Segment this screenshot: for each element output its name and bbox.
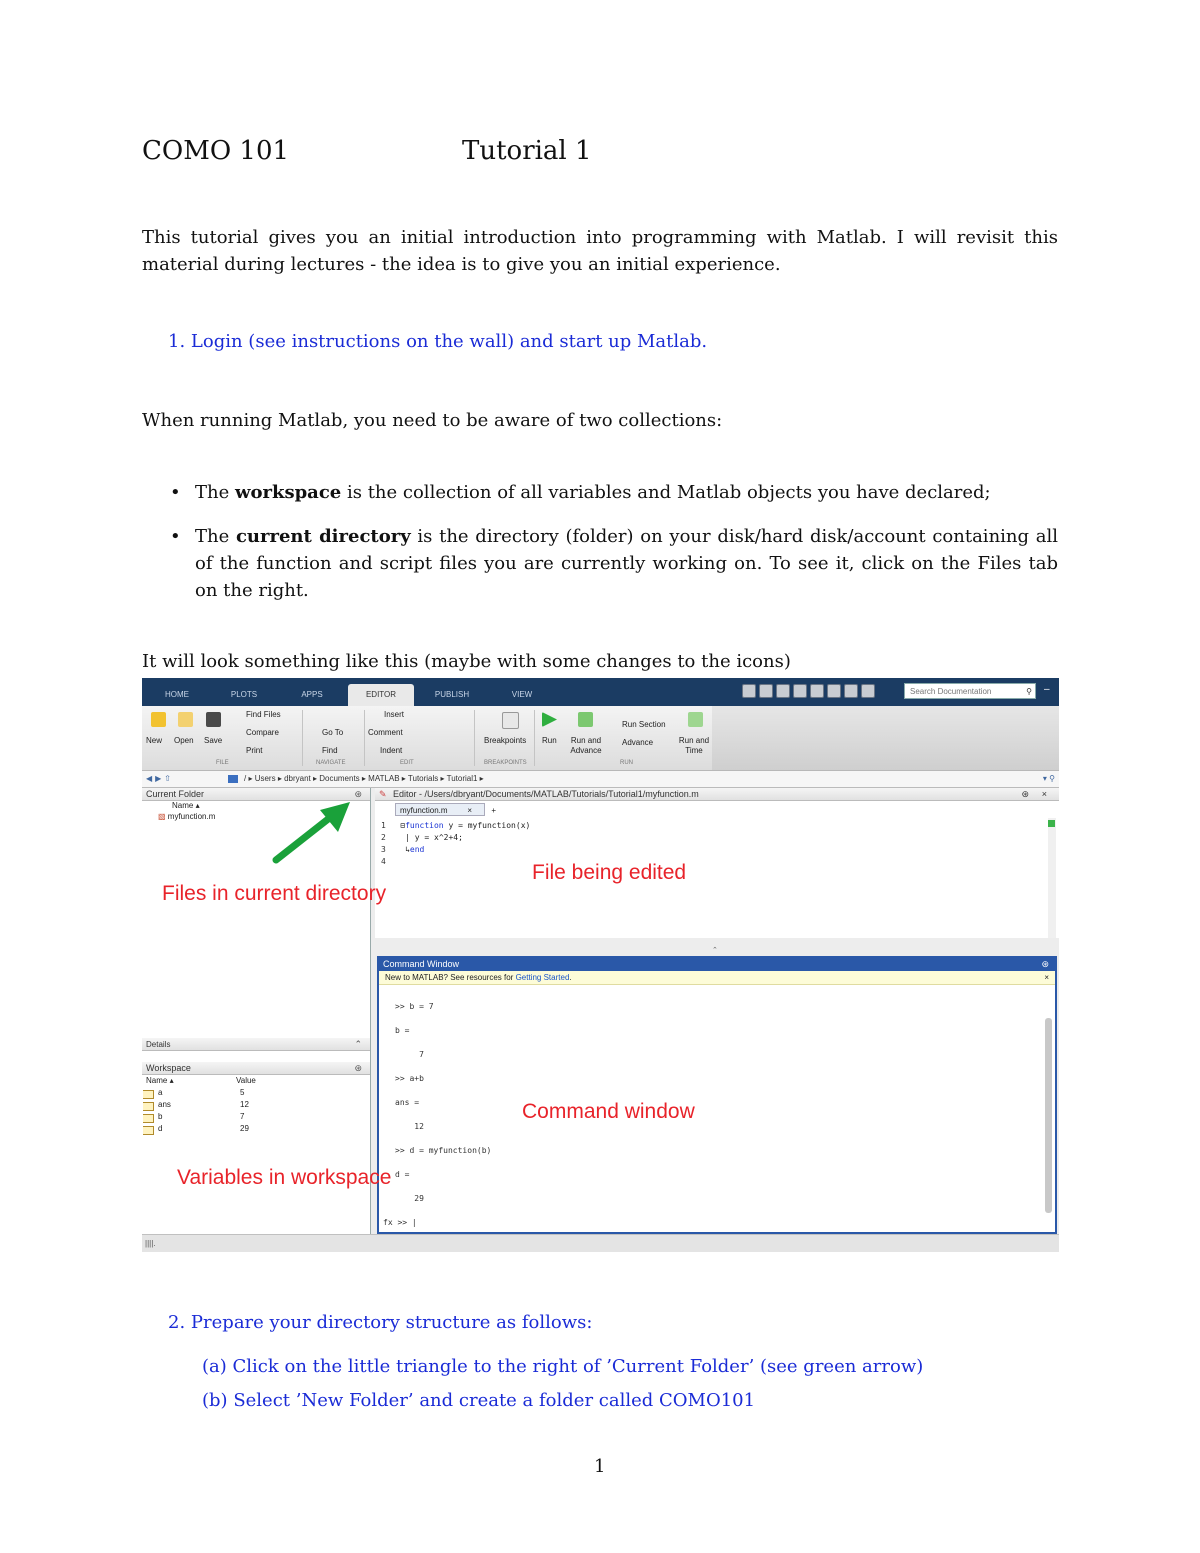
ribbon-separator — [302, 710, 303, 766]
workspace-actions-icon[interactable]: ⊛ — [354, 1063, 362, 1073]
breakpoints-button[interactable]: Breakpoints — [484, 736, 527, 745]
code-text: y = myfunction(x) — [443, 821, 531, 830]
group-breakpoints-label: BREAKPOINTS — [484, 760, 527, 766]
notice-text: New to MATLAB? See resources for — [385, 973, 516, 982]
code-line[interactable]: 1 ⊟function y = myfunction(x) — [381, 821, 531, 830]
tutorial-title: Tutorial 1 — [462, 136, 592, 166]
page-number: 1 — [594, 1456, 606, 1477]
details-label: Details — [146, 1040, 171, 1049]
command-line: 7 — [395, 1050, 424, 1059]
variable-icon — [143, 1114, 154, 1123]
green-arrow-icon — [266, 796, 356, 868]
breakpoints-icon[interactable] — [502, 712, 519, 729]
switch-windows-icon[interactable] — [844, 684, 858, 698]
course-code: COMO 101 — [142, 136, 290, 166]
help-icon[interactable] — [861, 684, 875, 698]
paste-icon[interactable] — [793, 684, 807, 698]
step-1-number: 1. — [168, 331, 186, 352]
command-prompt[interactable]: fx >> | — [383, 1218, 417, 1227]
open-button[interactable]: Open — [174, 736, 194, 745]
search-placeholder: Search Documentation — [910, 687, 992, 696]
editor-title: Editor - /Users/dbryant/Documents/MATLAB/Tutorials/Tutorial1/myfunction.m — [393, 789, 699, 799]
ribbon — [142, 706, 1059, 771]
new-button[interactable]: New — [146, 736, 163, 745]
variable-icon — [143, 1090, 154, 1099]
figure-intro: It will look something like this (maybe with some changes to the icons) — [142, 651, 791, 672]
navigation-arrows-icon[interactable]: ◀▶⇧ — [146, 774, 175, 783]
ribbon-separator — [474, 710, 475, 766]
chevron-up-icon[interactable]: ⌃ — [354, 1039, 362, 1049]
editor-icon: ✎ — [379, 789, 387, 799]
tab-plots[interactable]: PLOTS — [230, 690, 258, 699]
details-header[interactable] — [142, 1038, 370, 1051]
var-name: ans — [158, 1100, 171, 1109]
add-tab-icon[interactable]: + — [491, 806, 496, 815]
collections-intro: When running Matlab, you need to be aware of two collections: — [142, 410, 723, 431]
command-window-header — [379, 958, 1055, 971]
bullet-term: workspace — [234, 482, 342, 503]
command-window[interactable] — [377, 956, 1057, 1234]
tab-publish[interactable]: PUBLISH — [434, 690, 470, 699]
cut-icon[interactable] — [759, 684, 773, 698]
ribbon-empty-area — [712, 706, 1059, 770]
editor-panel — [375, 788, 1059, 938]
command-line: >> a+b — [395, 1074, 424, 1083]
step-2a — [202, 1353, 923, 1380]
step-2b — [202, 1387, 755, 1414]
comment-button[interactable]: Comment — [368, 728, 403, 737]
step-1-text: Login (see instructions on the wall) and start up Matlab. — [190, 331, 708, 352]
run-and-advance-button[interactable]: Run and Advance — [570, 736, 602, 755]
tab-apps[interactable]: APPS — [301, 690, 323, 699]
breadcrumb-item[interactable]: / — [244, 774, 247, 783]
annotation-command: Command window — [522, 1100, 695, 1123]
annotation-variables: Variables in workspace — [177, 1166, 392, 1189]
run-and-time-icon[interactable] — [688, 712, 703, 727]
workspace-header — [142, 1062, 370, 1075]
run-section-button[interactable]: Run Section — [622, 720, 666, 729]
code-keyword: function — [405, 821, 444, 830]
editor-file-tab[interactable] — [395, 803, 496, 816]
bullet-item — [170, 479, 1058, 506]
command-line: 12 — [395, 1122, 424, 1131]
command-line: >> b = 7 — [395, 1002, 434, 1011]
intro-paragraph: This tutorial gives you an initial introduction into programming with Matlab. I will revisit this material during lectures - the idea is to give you an initial experience. — [142, 227, 1058, 275]
line-number: 4 — [381, 857, 386, 866]
var-name: d — [158, 1124, 163, 1133]
line-number: 3 — [381, 845, 386, 854]
open-icon[interactable] — [178, 712, 193, 727]
indent-button[interactable]: Indent — [380, 746, 403, 755]
command-line: ans = — [395, 1098, 420, 1107]
file-name: myfunction.m — [167, 812, 216, 821]
ribbon-separator — [364, 710, 365, 766]
var-name: a — [158, 1088, 163, 1097]
run-icon[interactable] — [542, 712, 557, 727]
status-grip-icon: ||||. — [145, 1239, 156, 1248]
m-file-icon: ▧ — [158, 812, 166, 821]
breadcrumb-item[interactable]: Tutorials — [407, 774, 439, 783]
undo-icon[interactable] — [810, 684, 824, 698]
run-and-advance-icon[interactable] — [578, 712, 593, 727]
line-number: 1 — [381, 821, 386, 830]
var-value: 7 — [240, 1112, 245, 1121]
find-button[interactable]: Find — [322, 746, 338, 755]
compare-button[interactable]: Compare — [246, 728, 279, 737]
bullet-dot-icon: • — [170, 482, 181, 503]
tab-home[interactable]: HOME — [165, 690, 189, 699]
annotation-editing: File being edited — [532, 861, 687, 884]
bullet-post: is the collection of all variables and Matlab objects you have declared; — [341, 482, 991, 503]
var-value: 29 — [240, 1124, 249, 1133]
search-icon: ⚲ — [1026, 687, 1032, 696]
group-file-label: FILE — [216, 760, 229, 766]
save-button[interactable]: Save — [204, 736, 223, 745]
editor-scrollbar[interactable] — [1048, 818, 1056, 938]
bullet-pre: The — [195, 526, 236, 547]
run-and-time-button[interactable]: Run and Time — [678, 736, 710, 755]
breadcrumb-item[interactable]: Users — [254, 774, 276, 783]
sub-text: Click on the little triangle to the right of ’Current Folder’ (see green arrow) — [232, 1356, 924, 1377]
current-folder-actions-icon[interactable]: ⊛ — [354, 789, 362, 799]
breadcrumb-item[interactable]: dbryant — [284, 774, 311, 783]
group-run-label: RUN — [620, 760, 633, 766]
bullet-item — [170, 523, 1058, 604]
command-window-title: Command Window — [383, 959, 460, 969]
code-text: y = x^2+4; — [409, 833, 463, 842]
getting-started-link[interactable]: Getting Started — [515, 973, 570, 982]
folder-search-icon[interactable]: ▾ ⚲ — [1042, 774, 1055, 783]
sub-text: Select ’New Folder’ and create a folder called COMO101 — [233, 1390, 756, 1411]
insert-button[interactable]: Insert — [384, 710, 405, 719]
command-line: 29 — [395, 1194, 424, 1203]
minimize-toolstrip-icon[interactable]: – — [1044, 684, 1050, 695]
getting-started-notice — [379, 971, 1055, 985]
step-2-number: 2. — [168, 1312, 186, 1333]
code-line[interactable]: 3 ↳end — [381, 845, 425, 854]
ribbon-separator — [534, 710, 535, 766]
bullet-term: current directory — [235, 526, 411, 547]
splitter-handle[interactable]: ⌃ — [712, 947, 718, 954]
editor-actions-icon[interactable]: ⊛ — [1021, 789, 1029, 799]
editor-tab-label: myfunction.m — [400, 806, 448, 815]
file-item[interactable] — [158, 812, 215, 821]
redo-icon[interactable] — [827, 684, 841, 698]
code-keyword: end — [409, 845, 425, 854]
editor-header — [375, 788, 1059, 801]
command-actions-icon[interactable]: ⊛ — [1041, 959, 1049, 969]
address-bar — [142, 771, 1059, 788]
annotation-files: Files in current directory — [162, 882, 387, 905]
variable-icon — [143, 1126, 154, 1135]
workspace-column-value[interactable]: Value — [236, 1076, 256, 1085]
prompt-text: fx >> — [383, 1218, 408, 1227]
bullet-pre: The — [195, 482, 235, 503]
run-button[interactable]: Run — [542, 736, 557, 745]
close-tab-icon[interactable]: × — [467, 806, 472, 815]
var-value: 12 — [240, 1100, 249, 1109]
close-icon[interactable]: × — [1041, 789, 1047, 799]
workspace-column-name[interactable]: Name ▴ — [146, 1076, 174, 1085]
breadcrumb-item[interactable]: MATLAB — [368, 774, 400, 783]
command-line: b = — [395, 1026, 410, 1035]
save-icon[interactable] — [742, 684, 756, 698]
status-bar — [142, 1234, 1059, 1252]
group-edit-label: EDIT — [400, 760, 414, 766]
current-folder-title: Current Folder — [146, 789, 205, 799]
breadcrumb-item[interactable]: Tutorial1 — [446, 774, 478, 783]
find-files-button[interactable]: Find Files — [246, 710, 281, 719]
breadcrumb: / ▸ Users ▸ dbryant ▸ Documents ▸ MATLAB ▸ Tutorials ▸ Tutorial1 ▸ — [244, 774, 484, 783]
advance-button[interactable]: Advance — [622, 738, 654, 747]
sub-label: (a) — [202, 1356, 227, 1377]
sub-label: (b) — [202, 1390, 228, 1411]
copy-icon[interactable] — [776, 684, 790, 698]
command-scrollbar[interactable] — [1045, 1018, 1052, 1213]
command-line: d = — [395, 1170, 410, 1179]
var-name: b — [158, 1112, 163, 1121]
folder-icon — [228, 775, 238, 783]
group-navigate-label: NAVIGATE — [316, 760, 346, 766]
tab-editor[interactable]: EDITOR — [348, 684, 414, 706]
variable-icon — [143, 1102, 154, 1111]
quick-access-toolbar — [742, 684, 875, 700]
step-2-text: Prepare your directory structure as follows: — [190, 1312, 593, 1333]
code-line[interactable] — [381, 857, 386, 866]
breadcrumb-item[interactable]: Documents — [319, 774, 360, 783]
column-header[interactable]: Name ▴ — [172, 801, 200, 810]
go-to-button[interactable]: Go To — [322, 728, 344, 737]
new-icon[interactable] — [151, 712, 166, 727]
line-number: 2 — [381, 833, 386, 842]
search-input[interactable] — [904, 683, 1036, 699]
code-line[interactable]: 2 | y = x^2+4; — [381, 833, 463, 842]
toolstrip-tabbar — [142, 678, 1059, 706]
workspace-title: Workspace — [146, 1063, 191, 1073]
step-1 — [168, 328, 707, 355]
var-value: 5 — [240, 1088, 245, 1097]
code-analyzer-ok-icon — [1048, 820, 1055, 827]
step-2 — [168, 1309, 592, 1336]
command-line: >> d = myfunction(b) — [395, 1146, 492, 1155]
bullet-post: is the directory (folder) on your disk/hard disk/account containing all of the function and script files you are currently working on. To see it, click on the Files tab on the right. — [195, 526, 1058, 601]
bullet-dot-icon: • — [170, 526, 181, 547]
save-icon[interactable] — [206, 712, 221, 727]
close-notice-icon[interactable]: × — [1044, 973, 1049, 982]
tab-view[interactable]: VIEW — [511, 690, 533, 699]
notice-end: . — [569, 973, 572, 982]
print-button[interactable]: Print — [246, 746, 263, 755]
